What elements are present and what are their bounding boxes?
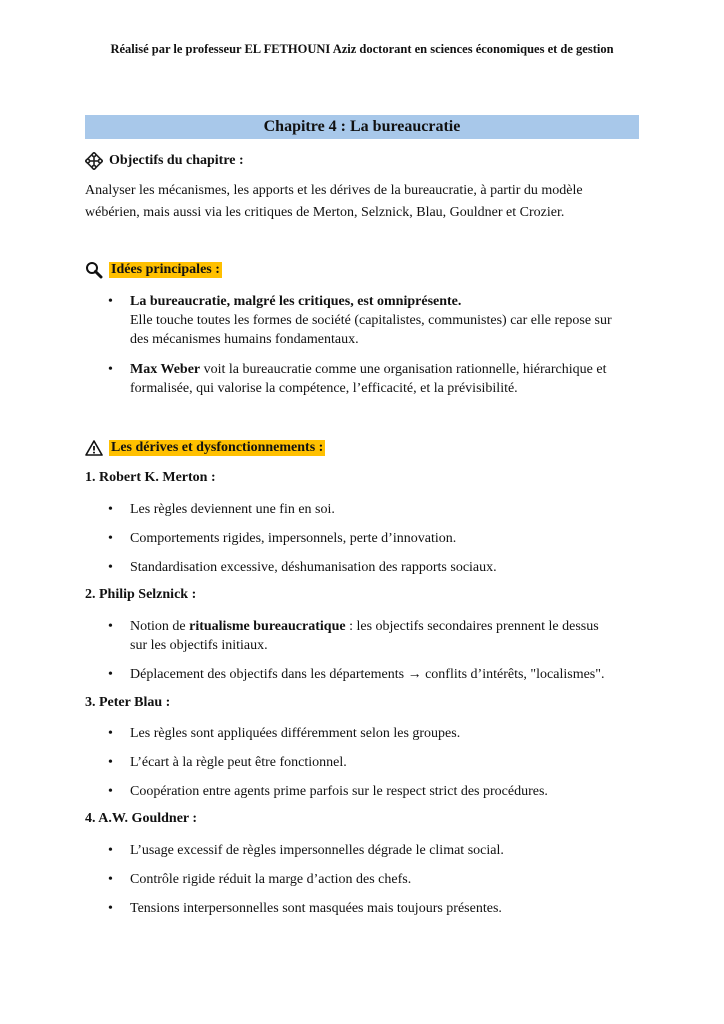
objectifs-heading <box>85 152 244 170</box>
objectifs-line-2: wébérien, mais aussi via les critiques de Merton, Selznick, Blau, Gouldner et Crozier. <box>85 204 565 220</box>
selznick-bullet-1-line-2: sur les objectifs initiaux. <box>130 638 268 653</box>
idees-bullet-1-bold: La bureaucratie, malgré les critiques, est omniprésente. <box>130 294 462 309</box>
gouldner-title: 4. A.W. Gouldner : <box>85 811 198 826</box>
blau-bullet-2: • L’écart à la règle peut être fonctionnel. <box>130 753 645 772</box>
blau-bullet-3: • Coopération entre agents prime parfois sur le respect strict des procédures. <box>130 782 645 801</box>
selznick-title: 2. Philip Selznick : <box>85 587 197 602</box>
merton-bullet-1: • Les règles deviennent une fin en soi. <box>130 500 645 519</box>
idees-bullet-1-line-2: Elle touche toutes les formes de société (capitalistes, communistes) car elle repose sur <box>130 313 612 328</box>
gouldner-bullet-2: • Contrôle rigide réduit la marge d’action des chefs. <box>130 870 645 889</box>
selznick-bullet-2: • Déplacement des objectifs dans les départements → conflits d’intérêts, "localismes". <box>130 665 645 684</box>
page-header: Réalisé par le professeur EL FETHOUNI Aziz doctorant en sciences économiques et de gestion <box>110 42 614 56</box>
gouldner-bullet-3: • Tensions interpersonnelles sont masquées mais toujours présentes. <box>130 899 645 918</box>
selznick-bullet-1-post: : les objectifs secondaires prennent le dessus <box>345 619 599 634</box>
chapter-title: Chapitre 4 : La bureaucratie <box>85 115 639 139</box>
merton-bullet-2: • Comportements rigides, impersonnels, perte d’innovation. <box>130 529 645 548</box>
idees-bullet-2-line-1: voit la bureaucratie comme une organisation rationnelle, hiérarchique et <box>200 362 607 377</box>
selznick-bullet-1-pre: Notion de <box>130 619 190 634</box>
idees-bullet-2-bold: Max Weber <box>130 362 201 377</box>
idees-title: Idées principales : <box>111 262 220 277</box>
gouldner-bullet-1: • L’usage excessif de règles impersonnelles dégrade le climat social. <box>130 841 645 860</box>
merton-bullet-3: • Standardisation excessive, déshumanisation des rapports sociaux. <box>130 558 645 577</box>
objectifs-text <box>85 180 645 223</box>
selznick-bullet-1-bold: ritualisme bureaucratique <box>189 619 346 634</box>
idees-bullet-2 <box>130 360 645 398</box>
blau-title: 3. Peter Blau : <box>85 695 171 710</box>
derives-heading <box>85 439 325 457</box>
magnifier-icon <box>85 261 105 279</box>
objectifs-line-1: Analyser les mécanismes, les apports et les dérives de la bureaucratie, à partir du modèle <box>85 183 583 198</box>
objectifs-title: Objectifs du chapitre : <box>109 153 244 168</box>
derives-title: Les dérives et dysfonctionnements : <box>111 440 324 455</box>
idees-bullet-1 <box>130 292 645 349</box>
warning-icon <box>85 439 105 457</box>
puzzle-icon <box>85 152 105 170</box>
merton-title: 1. Robert K. Merton : <box>85 470 216 485</box>
blau-bullet-1: • Les règles sont appliquées différemment selon les groupes. <box>130 724 645 743</box>
idees-heading <box>85 261 222 279</box>
idees-bullet-1-line-3: des mécanismes humains fondamentaux. <box>130 332 359 347</box>
selznick-bullet-1 <box>130 617 645 655</box>
idees-bullet-2-line-2: formalisée, qui valorise la compétence, l’efficacité, et la prévisibilité. <box>130 381 518 396</box>
